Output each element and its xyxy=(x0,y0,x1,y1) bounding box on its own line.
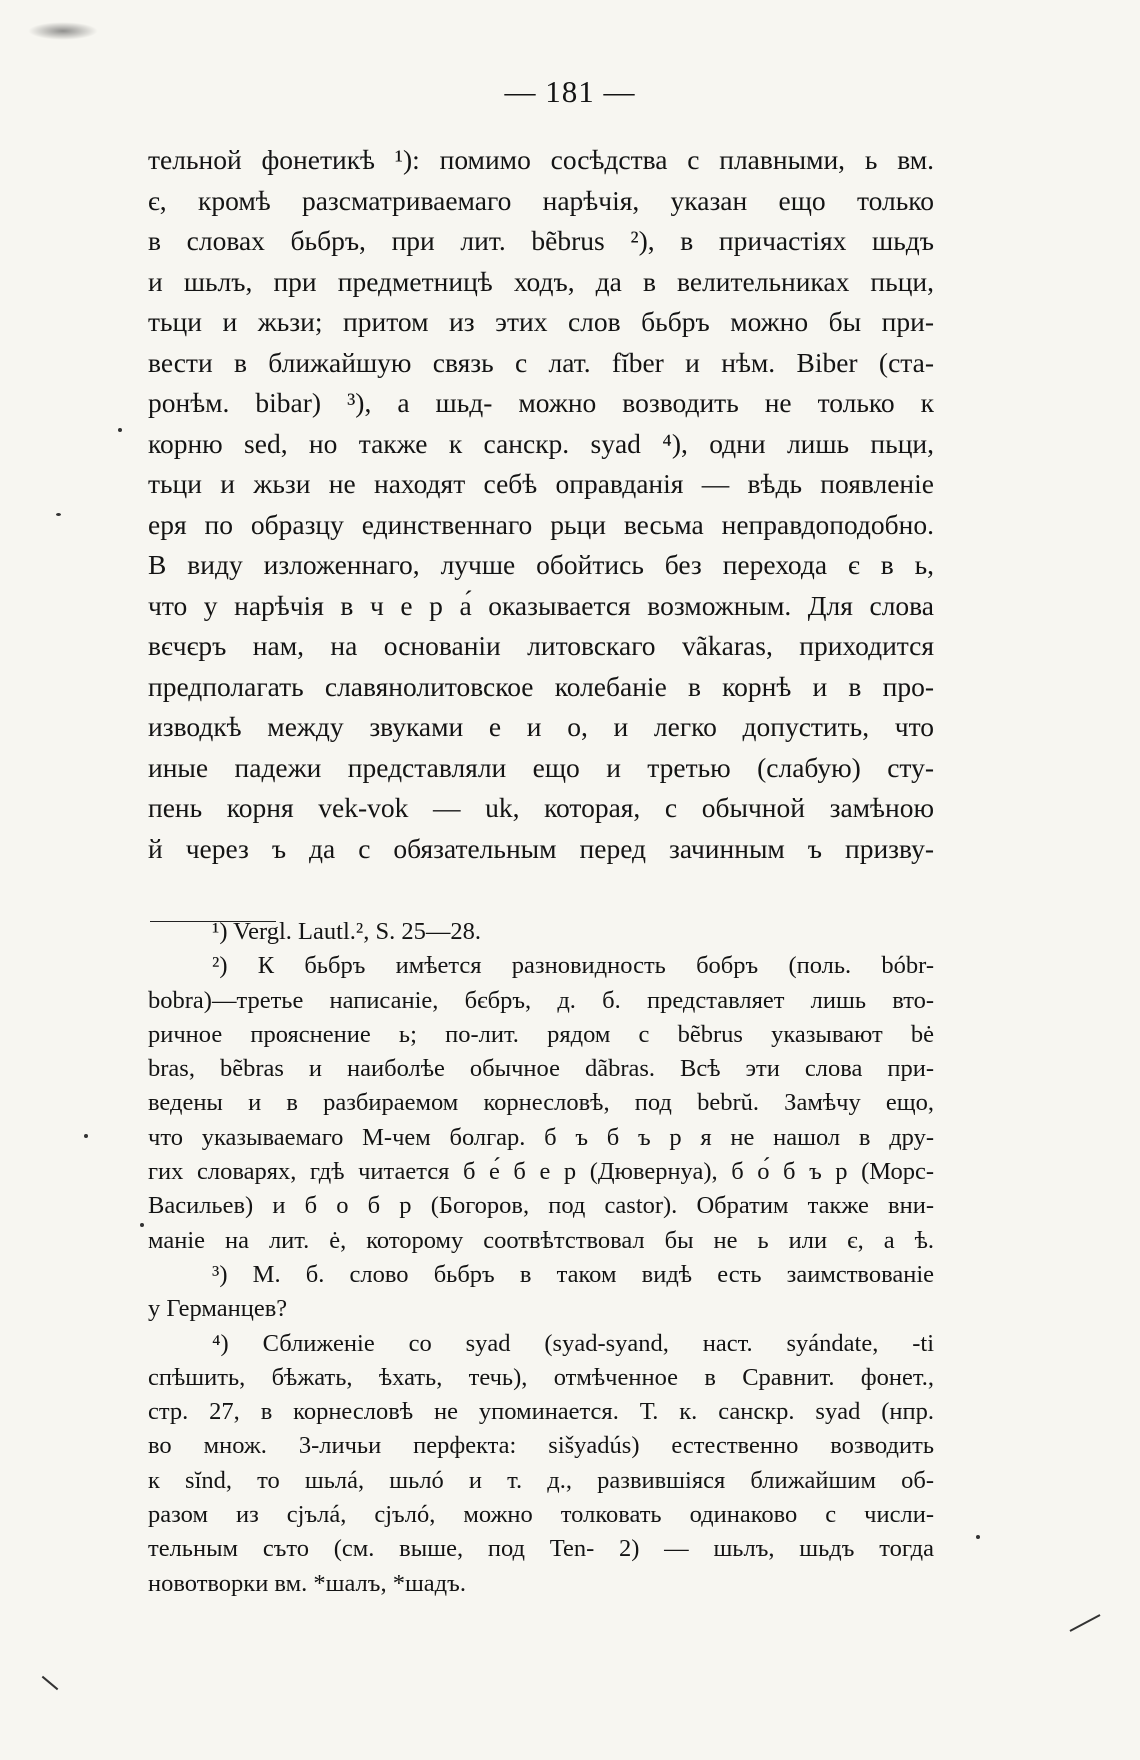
footnote-line: во множ. 3-личьи перфекта: sišyadús) естественно возводить xyxy=(148,1432,934,1460)
footnote-line: ²) К бьбръ имѣется разновидность бобръ (поль. bóbr- xyxy=(212,952,934,980)
ink-smudge xyxy=(28,22,98,40)
footnote-line: bras, bẽbras и наиболѣе обычное dãbras. Всѣ эти слова при- xyxy=(148,1055,934,1083)
footnote-line: ричное прояснение ь; по-лит. рядом с bẽbrus указывают bė xyxy=(148,1020,934,1048)
footnote-line: Васильев) и б о б р (Богоров, под castor). Обратим также вни- xyxy=(148,1192,934,1220)
text-line: вести в ближайшую связь с лат. fĭber и нѣм. Biber (ста- xyxy=(148,346,934,378)
speck xyxy=(118,428,122,432)
text-line: что у нарѣчія в ч е р а́ оказывается возможным. Для слова xyxy=(148,589,934,621)
footnote-line: новотворки вм. *шалъ, *шадъ. xyxy=(148,1569,466,1597)
speck xyxy=(56,513,61,516)
footnote-line: тельным съто (см. выше, под Ten- 2) — шьлъ, шьдъ тогда xyxy=(148,1535,934,1563)
text-line: тьци и жьзи не находят себѣ оправданія — вѣдь появленіе xyxy=(148,468,934,499)
pen-stroke xyxy=(42,1676,59,1690)
footnote-line: у Германцев? xyxy=(148,1295,288,1323)
text-line: В виду изложеннаго, лучше обойтись без перехода є в ь, xyxy=(148,549,934,580)
footnote-line: разом из сјълá, сјълó, можно толковать одинаково с числи- xyxy=(148,1501,934,1529)
footnote-line: ¹) Vergl. Lautl.², S. 25—28. xyxy=(212,918,481,945)
footnote-line: стр. 27, в корнесловѣ не упоминается. Т. к. санскр. syad (нпр. xyxy=(148,1398,934,1426)
footnotes xyxy=(148,915,934,1601)
text-line: тьци и жьзи; притом из этих слов бьбръ можно бы при- xyxy=(148,306,934,337)
pen-stroke xyxy=(1070,1614,1101,1632)
text-line: вєчєръ нам, на основаніи литовскаго vãkaras, приходится xyxy=(148,630,934,661)
footnote-line: ⁴) Сближеніе со syad (syad-syand, наст. syándate, -ti xyxy=(212,1329,934,1357)
footnote-line: к sĭnd, то шьлá, шьлó и т. д., развившіяся ближайшим об- xyxy=(148,1466,934,1494)
text-line: пень корня vek-vok — uk, которая, с обычной замѣною xyxy=(148,792,934,823)
footnote-line: что указываемаго М-чем болгар. б ъ б ъ р я не нашол в дру- xyxy=(148,1123,934,1151)
page-number: — 181 — xyxy=(504,74,636,109)
footnote-line: ведены и в разбираемом корнесловѣ, под bebrŭ. Замѣчу ещо, xyxy=(148,1089,934,1117)
text-line: корню sed, но также к санскр. syad ⁴), одни лишь пьци, xyxy=(148,427,934,459)
text-line: тельной фонетикѣ ¹): помимо сосѣдства с плавными, ь вм. xyxy=(148,144,934,175)
text-line: иные падежи представляли ещо и третью (слабую) сту- xyxy=(148,751,934,783)
text-line: й через ъ да с обязательным перед зачинным ъ призву- xyxy=(148,832,934,864)
text-line: в словах бьбръ, при лит. bẽbrus ²), в причастіях шьдъ xyxy=(148,225,934,256)
main-text xyxy=(148,140,934,869)
text-line: ронѣм. bibar) ³), а шьд- можно возводить не только к xyxy=(148,387,934,418)
footnote-line: ³) М. б. слово бьбръ в таком видѣ есть заимствованіе xyxy=(212,1260,934,1288)
speck xyxy=(84,1134,88,1138)
text-line: предполагать славянолитовское колебаніе в корнѣ и в про- xyxy=(148,670,934,702)
footnote-line: bobra)—третье написаніе, бєбръ, д. б. представляет лишь вто- xyxy=(148,986,934,1014)
text-line: еря по образцу единственнаго рьци весьма неправдоподобно. xyxy=(148,508,934,540)
footnote-line: спѣшить, бѣжать, ѣхать, течь), отмѣченное в Сравнит. фонет., xyxy=(148,1363,934,1391)
footnote-line: гих словарях, гдѣ читается б е́ б е р (Дювернуа), б о́ б ъ р (Морс- xyxy=(148,1158,934,1186)
text-line: и шьлъ, при предметницѣ ходъ, да в велительниках пьци, xyxy=(148,265,934,297)
speck xyxy=(140,1223,144,1227)
text-line: є, кромѣ разсматриваемаго нарѣчія, указан ещо только xyxy=(148,184,934,216)
text-line: изводкѣ между звуками e и o, и легко допустить, что xyxy=(148,711,934,742)
footnote-line: маніе на лит. ė, которому соотвѣтствовал бы не ь или є, а ѣ. xyxy=(148,1226,934,1254)
speck xyxy=(976,1535,980,1539)
